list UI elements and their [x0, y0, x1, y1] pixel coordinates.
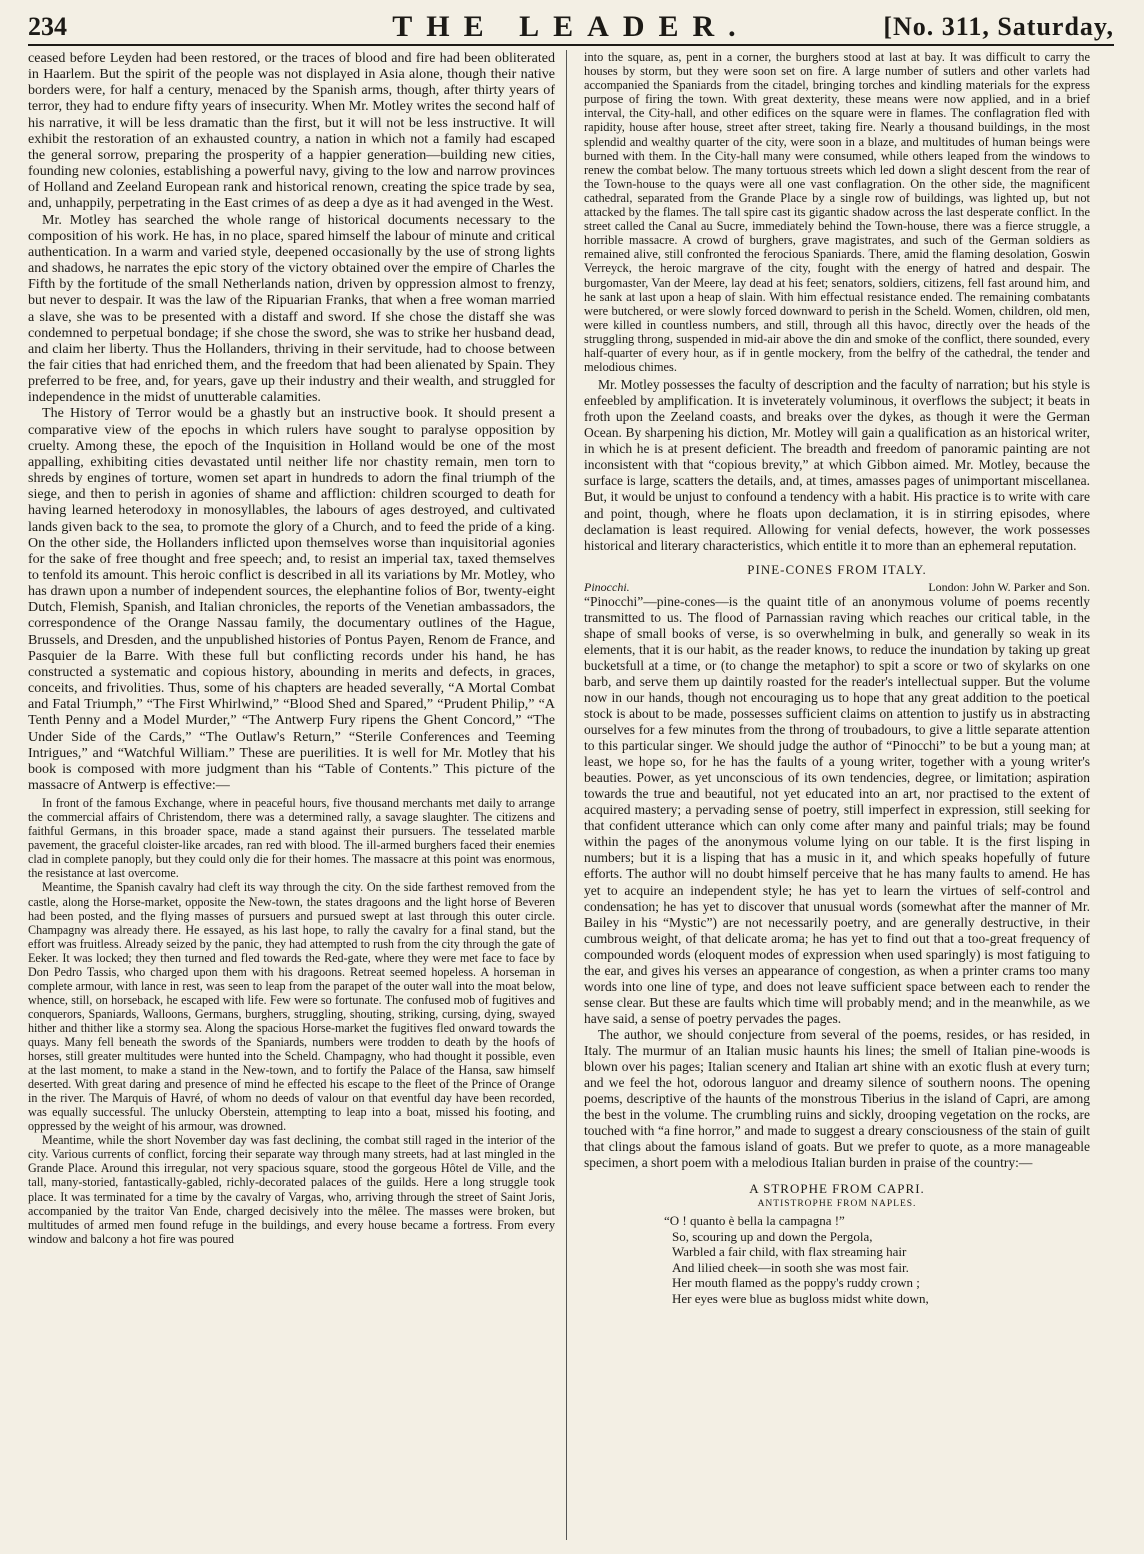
poem-line: Her eyes were blue as bugloss midst white down,	[672, 1290, 929, 1306]
article-paragraph: The History of Terror would be a ghastly but an instructive book. It should present a comparative view of the epochs in which rulers have sought to paralyse opposition by cruelty. Among these, the epoch of the Inquisition in Holland would be one of the most appalling, exhibiting cities devastated until neither life nor chastity remain, men torn to shreds by engines of torture, women set apart in hundreds to adorn the final triumph of the siege, and then to perish in agonies of shame and affliction: children scourged to death for having learned heterodoxy in monosyllables, the labours of ages destroyed, and cultivated lands given back to the sea, to promote the glory of a Church, and to feed the pride of a king. On the other side, the Hollanders inflicted upon themselves worse than inquisitorial agonies for the sake of free thought and free speech; and, to resist an imperial tax, taxed themselves to tenfold its amount. This heroic conflict is described in all its variations by Mr. Motley, who has drawn upon a number of independent sources, the elephantine folios of Bor, twenty-eight Dutch, Flemish, Spanish, and Italian chronicles, the reports of the Venetian ambassadors, the correspondence of the Orange Nassau family, the documentary outlines of the Hague, Brussels, and Dresden, and the unpublished histories of Pontus Payen, Renom de France, and Pasquier de la Barre. With these full but conflicting records under his hand, he has constructed a systematic and copious history, abounding in merits and defects, in graces, conceits, and frivolities. Thus, some of his chapters are headed severally, “A Mortal Combat and Fatal Triumph,” “The First Whirlwind,” “Blood Shed and Spared,” “Prudent Philip,” “A Tenth Penny and a Model Murder,” “The Antwerp Fury ripens the Ghent Concord,” “The Under Side of the Cards,” “The Outlaw's Return,” “Sterile Conferences and Teeming Intrigues,” and “Watchful William.” These are puerilities. It is well for Mr. Motley that his book is composed with more judgment than his “Table of Contents.” This picture of the massacre of Antwerp is effective:—	[28, 405, 555, 794]
masthead	[28, 10, 1114, 46]
quoted-paragraph: into the square, as, pent in a corner, the burghers stood at last at bay. It was difficult to carry the houses by storm, but they were soon set on fire. A large number of sutlers and other varlets had accompanied the Spaniards from the citadel, bringing torches and kindling materials for the express purpose of firing the town. With great dexterity, these means were now applied, and in a brief interval, the City-hall, and other edifices on the square were in flames. The conflagration fled with rapidity, house after house, street after street, taking fire. Nearly a thousand buildings, in the most splendid and wealthy quarter of the city, were soon in a blaze, and multitudes of human beings were burned with them. In the City-hall many were consumed, while others leaped from the windows to renew the combat below. The many tortuous streets which led down a slight descent from the rear of the Town-house to the quays were all one vast conflagration. On the other side, the magnificent cathedral, separated from the Grande Place by a single row of buildings, was lighted up, but not attacked by the flames. The tall spire cast its gigantic shadow across the last desperate conflict. In the street called the Canal au Sucre, immediately behind the Town-house, there was a fierce struggle, a horrible massacre. A crowd of burghers, grave magistrates, and such of the German soldiers as remained alive, still confronted the ferocious Spaniards. There, amid the flaming desolation, Goswin Verreyck, the heroic margrave of the city, fought with the energy of hatred and despair. The burgomaster, Van der Meere, lay dead at his feet; senators, soldiers, citizens, fell fast around him, and he sank at last upon a heap of slain. With him effectual resistance ended. The remaining combatants were butchered, or were slowly forced downward to perish in the Scheld. Women, children, old men, were killed in countless numbers, and still, through all this havoc, directly over the heads of the struggling throng, suspended in mid-air above the din and smoke of the conflict, there sounded, every half-quarter of every hour, as if in gentle mockery, from the belfry of the cathedral, the tender and melodious chimes.	[584, 50, 1090, 375]
review-paragraph: “Pinocchi”—pine-cones—is the quaint title of an anonymous volume of poems recently transmitted to us. The flood of Parnassian raving which reaches our critical table, in the shape of small books of verse, is so overwhelming in bulk, and generally so weak in its elements, that it is our habit, as the reader knows, to reduce the inundation by taking up great bucketsfull at a time, or (to change the metaphor) to spit a score or two of skylarks on one barb, and serve them up daintily roasted for the reader's intellectual supper. But the volume now in our hands, though not encouraging us to hope that any great addition to the poetical stock is about to be made, possesses sufficient claims on attention to justify us in abstracting ourselves for a few minutes from the throng of troubadours, to give a little separate attention to this particular singer. We should judge the author of “Pinocchi” to be but a young man; at least, we hope so, for he has the faults of a young writer, together with a young writer's beauties. Power, as yet unconscious of its own tendencies, degree, or limitation; aspiration towards the true and beautiful, not yet educated into an art, nor practised to the extent of acquired mastery; a pervading sense of poetry, still imperfect in expression, still seeking for that confident utterance which can only come after many and painful trials; may be found within the pages of the anonymous volume lying on our table. It is the first lisping in numbers; but it is a lisping that has a music in it, and which speaks hopefully of future efforts. The author will no doubt himself perceive that he has many faults to amend. He has yet to acquire an independent style; he has yet to learn the virtues of self-control and condensation; he has yet to discover that unusual words (somewhat after the manner of Mr. Bailey in his “Mystic”) are not necessarily poetry, and are generally destructive, in their cumbrous weight, of that delicate aroma; he has yet to find out that a too-great frequency of compounded words (eloquent modes of expression when used sparingly) is most fatiguing to the ear, and gives his verses an appearance of congestion, as when a printer crams too many words into one line of type, and does not leave sufficient space between each to render the sense clear. But these are faults which time will probably mend; and in the meanwhile, as we have said, a sense of poetry pervades the pages.	[584, 593, 1090, 1026]
article-paragraph: ceased before Leyden had been restored, or the traces of blood and fire had been obliterated in Haarlem. But the spirit of the people was not displayed in Asia alone, though their native borders were, for half a century, menaced by the Spanish arms, though, after thirty years of terror, they had to endure fifty years of insecurity. When Mr. Motley writes the second half of his narrative, it will be less dramatic than the first, but it will not be less instructive. It will exhibit the restoration of an exhausted country, a nation in which not a family had escaped the general sorrow, preparing the prosperity of a happier generation—building new cities, founding new colonies, establishing a powerful navy, giving to the low and narrow provinces of Holland and Zeeland European rank and historical renown, creating the spice trade by sea, and, unhappily, perpetrating in the East crimes of as deep a dye as it had avenged in the West.	[28, 50, 555, 212]
poem-subtitle: ANTISTROPHE FROM NAPLES.	[757, 1199, 917, 1210]
quoted-paragraph: In front of the famous Exchange, where in peaceful hours, five thousand merchants met daily to arrange the commercial affairs of Christendom, there was a determined rally, a savage slaughter. The citizens and faithful Germans, in this broader space, made a stand against their pursuers. The tesselated marble pavement, the graceful cloister-like arcades, ran red with blood. The ill-armed burghers faced their enemies clad in complete panoply, but they could only die for their homes. The massacre at this point was enormous, the resistance at last overcome.	[28, 796, 555, 881]
review-paragraph: The author, we should conjecture from several of the poems, resides, or has resided, in Italy. The murmur of an Italian music haunts his lines; the smell of Italian pine-woods is blown over his pages; Italian scenery and Italian art shine with an exotic flush at every turn; and we feel the hot, odorous languor and dreamy silence of southern noons. The opening poems, descriptive of the haunts of the monstrous Tiberius in the island of Capri, are among the best in the volume. The crumbling ruins and sickly, drooping vegetation on the rocks, are touched with “a fine horror,” and made to suggest a dreary consciousness of the stain of guilt that clings about the famous island of goats. But we prefer to quote, as a more manageable specimen, a short poem with a melodious Italian burden in praise of the country:—	[584, 1026, 1090, 1171]
article-paragraph: Mr. Motley has searched the whole range of historical documents necessary to the composition of his work. He has, in no place, spared himself the labour of minute and critical authentication. In a warm and varied style, deepened occasionally by the use of strong lights and shadows, he narrates the epic story of the victory obtained over the empire of Charles the Fifth by the fortitude of the small Netherlands nation, driven by oppression almost to frenzy, but never to despair. It was the law of the Ripuarian Franks, that when a free woman married a slave, she was to be presented with a distaff and sword. If she chose the distaff she was condemned to perpetual bondage; if she chose the sword, she was to strike her husband dead, and claim her liberty. Thus the Hollanders, thriving in their servitude, had to choose between the fair cities that had enriched them, and the freedom that had been alienated by Spain. They preferred to be free, and, for years, gave up their industry and their wealth, and struggled for independence in the midst of unutterable calamities.	[28, 211, 555, 406]
poem-line: Her mouth flamed as the poppy's ruddy crown ;	[672, 1275, 920, 1291]
column-divider	[566, 50, 567, 1540]
right-column	[584, 50, 1090, 1540]
publisher: London: John W. Parker and Son.	[928, 579, 1090, 594]
newspaper-title: THE LEADER.	[392, 10, 750, 43]
page-number: 234	[28, 12, 67, 41]
book-title: Pinocchi.	[584, 579, 630, 594]
poem-line: So, scouring up and down the Pergola,	[672, 1228, 873, 1244]
quoted-paragraph: Meantime, while the short November day was fast declining, the combat still raged in the interior of the city. Various currents of conflict, forcing their separate way through many streets, had at last mingled in the Grande Place. Around this irregular, not very spacious square, stood the gorgeous Hôtel de Ville, and the tall, many-storied, fantastically-gabled, richly-decorated palaces of the guilds. Here a long struggle took place. It was terminated for a time by the cavalry of Vargas, who, arriving through the street of Saint Joris, accompanied by the traitor Van Ende, charged decisively into the mêlee. The masses were broken, but multitudes of armed men found refuge in the buildings, and every house became a fortress. From every window and balcony a hot fire was poured	[28, 1133, 555, 1246]
publication-line	[584, 580, 1090, 594]
poem-line: “O ! quanto è bella la campagna !”	[664, 1213, 845, 1229]
quoted-paragraph: Meantime, the Spanish cavalry had cleft its way through the city. On the side farthest removed from the castle, along the Horse-market, opposite the New-town, the states dragoons and the light horse of Beveren had been posted, and the flying masses of pursuers and pursued swept at last through this outer circle. Champagny was already there. He essayed, as his last hope, to rally the cavalry for a final stand, but the effort was fruitless. Already seized by the panic, they had attempted to rush from the city through the gate of Eeker. It was locked; they then turned and fled towards the Red-gate, where they were met face to face by Don Pedro Tassis, who charged upon them with his dragoons. Retreat seemed hopeless. A horseman in complete armour, with lance in rest, was seen to leap from the parapet of the outer wall into the moat below, whence, still, on horseback, he escaped with life. Few were so fortunate. The confused mob of fugitives and conquerors, Spaniards, Walloons, Germans, burghers, struggling, shouting, striking, cursing, dying, swayed hither and thither like a stormy sea. Along the spacious Horse-market the fugitives fled onward towards the quays. Many fell beneath the swords of the Spaniards, numbers were trodden to death by the hoofs of horses, still greater multitudes were hunted into the Scheld. Champagny, who had thought it possible, even at the last moment, to make a stand in the New-town, and to fortify the Palace of the Hansa, saw himself deserted. With great daring and presence of mind he effected his escape to the fleet of the Prince of Orange in the river. The Marquis of Havré, of whom no deeds of valour on that eventful day have been recorded, was equally successful. The unlucky Oberstein, attempting to leap into a boat, missed his footing, and oppressed by the weight of his armour, was drowned.	[28, 880, 555, 1134]
poem	[664, 1213, 1090, 1306]
left-column	[28, 50, 555, 1540]
issue-label: [No. 311, Saturday,	[883, 12, 1114, 41]
poem-title: A STROPHE FROM CAPRI.	[749, 1181, 925, 1197]
article-paragraph: Mr. Motley possesses the faculty of description and the faculty of narration; but his style is enfeebled by amplification. It is inveterately voluminous, it overflows the subject; it beats in froth upon the Zeeland coasts, and breaks over the dykes, as though it were the German Ocean. By sharpening his diction, Mr. Motley will gain a qualification as an historical writer, in which he is at present deficient. The breadth and freedom of panoramic painting are not inconsistent with that “copious brevity,” at which Gibbon aimed. Mr. Motley, because the surface is large, scatters the details, and, at times, amasses pages of unimportant miscellanea. But, it would be unjust to confound a tendency with a habit. His practice is to write with care and point, though, where he floats upon declamation, it is in stirring episodes, where declamation is least required. Allowing for venial defects, however, the work possesses historical and literary characteristics, which entitle it to more than an ephemeral reputation.	[584, 377, 1090, 553]
poem-line: Warbled a fair child, with flax streaming hair	[672, 1244, 907, 1260]
review-heading: PINE-CONES FROM ITALY.	[747, 561, 927, 577]
poem-line: And lilied cheek—in sooth she was most fair.	[672, 1259, 909, 1275]
